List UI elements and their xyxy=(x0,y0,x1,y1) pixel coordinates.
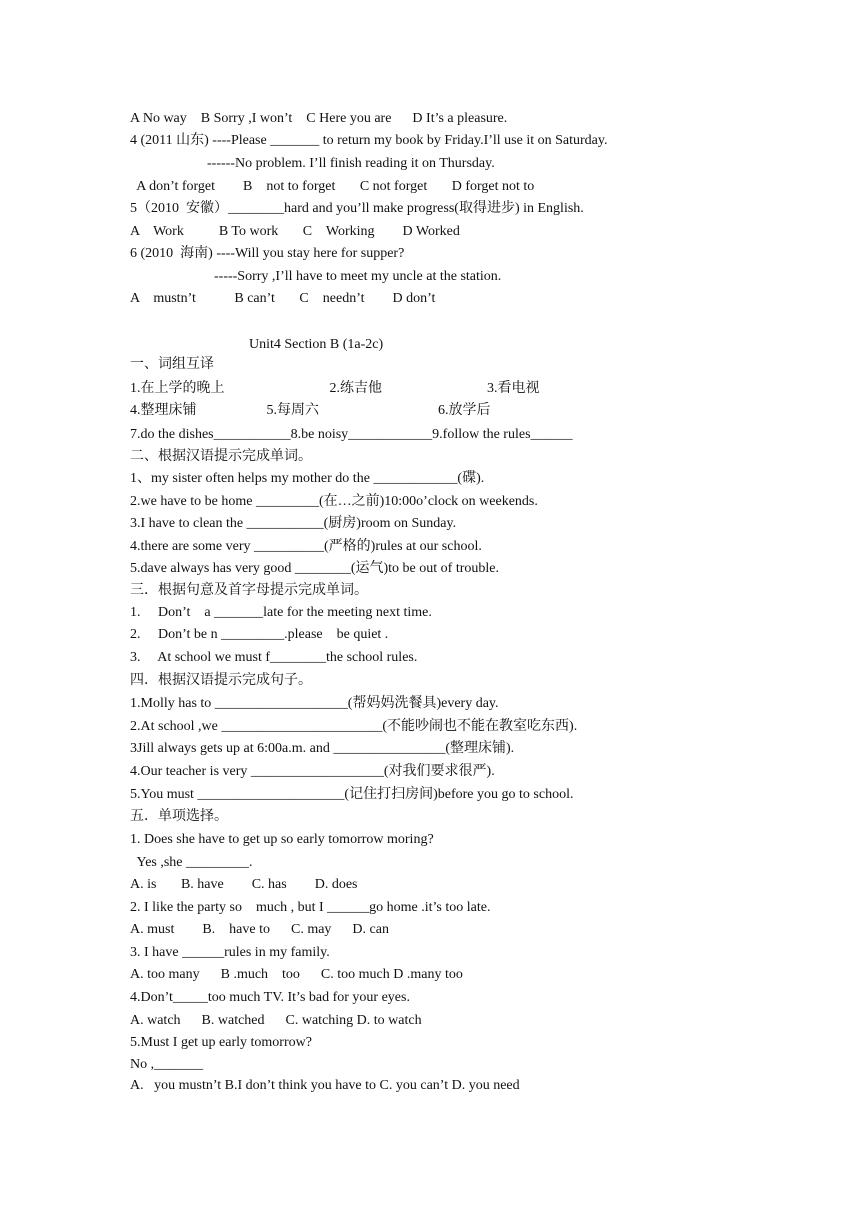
part5-heading: 五．单项选择。 xyxy=(130,809,228,824)
part3-heading: 三．根据句意及首字母提示完成单词。 xyxy=(130,583,368,598)
mc5-reply: No ,_______ xyxy=(130,1057,204,1072)
part1-line2: 4.整理床铺 5.每周六 6.放学后 xyxy=(130,403,491,418)
part1-line1: 1.在上学的晚上 2.练吉他 3.看电视 xyxy=(130,381,540,396)
part4-heading: 四．根据汉语提示完成句子。 xyxy=(130,673,312,688)
part3-item: 2. Don’t be n _________.please be quiet . xyxy=(130,627,389,642)
q6-reply: -----Sorry ,I’ll have to meet my uncle at the station. xyxy=(130,269,502,284)
part4-item: 2.At school ,we _______________________(不能吵闹也不能在教室吃东西). xyxy=(130,719,578,734)
mc2-options: A. must B. have to C. may D. can xyxy=(130,922,389,937)
q6-question: 6 (2010 海南) ----Will you stay here for supper? xyxy=(130,246,405,261)
q5-question: 5（2010 安徽）________hard and you’ll make progress(取得进步) in English. xyxy=(130,201,584,216)
part1-line3: 7.do the dishes___________8.be noisy____________9.follow the rules______ xyxy=(130,427,573,442)
part2-item: 2.we have to be home _________(在…之前)10:00o’clock on weekends. xyxy=(130,494,538,509)
q6-options: A mustn’t B can’t C needn’t D don’t xyxy=(130,291,436,306)
mc3-question: 3. I have ______rules in my family. xyxy=(130,945,330,960)
part2-item: 4.there are some very __________(严格的)rules at our school. xyxy=(130,539,482,554)
part4-item: 1.Molly has to ___________________(帮妈妈洗餐具)every day. xyxy=(130,696,499,711)
mc1-options: A. is B. have C. has D. does xyxy=(130,877,358,892)
q4-options: A don’t forget B not to forget C not forget D forget not to xyxy=(130,179,535,194)
mc4-question: 4.Don’t_____too much TV. It’s bad for your eyes. xyxy=(130,990,410,1005)
q3-options: A No way B Sorry ,I won’t C Here you are D It’s a pleasure. xyxy=(130,111,508,126)
part1-heading: 一、词组互译 xyxy=(130,357,214,372)
mc3-options: A. too many B .much too C. too much D .many too xyxy=(130,967,463,982)
mc1-question: 1. Does she have to get up so early tomorrow moring? xyxy=(130,832,434,847)
part4-item: 3Jill always gets up at 6:00a.m. and ________________(整理床铺). xyxy=(130,741,515,756)
mc1-reply: Yes ,she _________. xyxy=(130,855,253,870)
q4-question: 4 (2011 山东) ----Please _______ to return my book by Friday.I’ll use it on Saturday. xyxy=(130,133,608,148)
part2-item: 5.dave always has very good ________(运气)to be out of trouble. xyxy=(130,561,499,576)
section-title: Unit4 Section B (1a-2c) xyxy=(130,337,384,352)
q5-options: A Work B To work C Working D Worked xyxy=(130,224,460,239)
mc5-options: A. you mustn’t B.I don’t think you have to C. you can’t D. you need xyxy=(130,1078,520,1093)
q4-reply: ------No problem. I’ll finish reading it on Thursday. xyxy=(130,156,495,171)
part2-item: 1、my sister often helps my mother do the ____________(碟). xyxy=(130,471,485,486)
mc5-question: 5.Must I get up early tomorrow? xyxy=(130,1035,312,1050)
part3-item: 1. Don’t a _______late for the meeting next time. xyxy=(130,605,432,620)
mc2-question: 2. I like the party so much , but I ______go home .it’s too late. xyxy=(130,900,491,915)
part2-item: 3.I have to clean the ___________(厨房)room on Sunday. xyxy=(130,516,457,531)
part4-item: 4.Our teacher is very ___________________(对我们要求很严). xyxy=(130,764,495,779)
part4-item: 5.You must _____________________(记住打扫房间)before you go to school. xyxy=(130,787,574,802)
part2-heading: 二、根据汉语提示完成单词。 xyxy=(130,449,312,464)
part3-item: 3. At school we must f________the school rules. xyxy=(130,650,418,665)
mc4-options: A. watch B. watched C. watching D. to watch xyxy=(130,1013,422,1028)
